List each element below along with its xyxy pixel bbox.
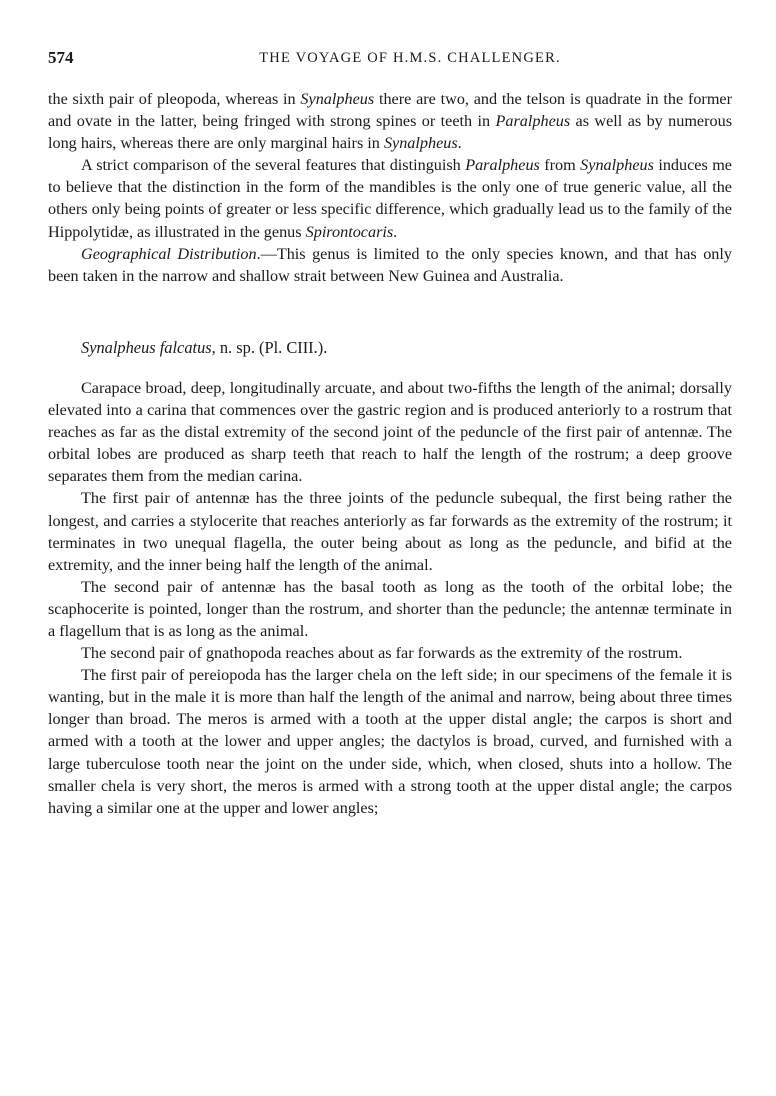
genus-name: Synalpheus [300, 90, 375, 108]
genus-name: Synalpheus [383, 134, 458, 153]
paragraph-pereiopoda: The first pair of pereiopoda has the larger chela on the left side; in our specimens of the female it is wanting, but in the male it is more than half the length of the animal and narrow, being about three times longer than broad. The meros is armed with a tooth at the upper distal angle; the carpos is short and armed with a tooth at the lower and upper angles; the dactylos is broad, curved, and furnished with a large tuberculose tooth near the joint on the under side, which, when closed, shuts into a hollow. The smaller chela is very short, the meros is armed with a strong tooth at the upper distal angle; the carpos having a similar one at the upper and lower angles; [48, 666, 732, 817]
paragraph-second-antennae: The second pair of antennæ has the basal tooth as long as the tooth of the orbital lobe; the scaphocerite is pointed, longer than the rostrum, and shorter than the peduncle; the antennæ terminate in a flagellum that is as long as the animal. [48, 577, 732, 640]
text-run: as well as by numerous long hairs, whereas there are only marginal hairs in [48, 112, 732, 153]
text-run: . [393, 222, 398, 241]
paragraph-gnathopoda: The second pair of gnathopoda reaches about as far forwards as the extremity of the rostrum. [81, 644, 683, 663]
species-heading-suffix: , n. sp. (Pl. CIII.). [211, 337, 328, 357]
text-run: induces me to believe that the distinction in the form of the mandibles is the only one of true generic value, all the others only being points of greater or less specific difference, which gradually lead us to the family of the Hippolytidæ, as illustrated in the genus [48, 156, 732, 241]
text-run: A strict comparison of the several features that distinguish [81, 156, 466, 175]
text-run: .—This genus is limited to the only species known, and that has only been taken in the narrow and shallow strait between New Guinea and Australia. [48, 244, 732, 285]
text-run: from [539, 156, 581, 175]
species-name: Synalpheus falcatus [81, 337, 212, 357]
genus-name: Synalpheus [580, 156, 654, 175]
genus-name: Spirontocaris [305, 222, 394, 241]
page-number: 574 [48, 48, 74, 67]
paragraph-strict-comparison [48, 154, 732, 242]
running-head: THE VOYAGE OF H.M.S. CHALLENGER. [259, 50, 561, 66]
paragraph-first-antennae: The first pair of antennæ has the three joints of the peduncle subequal, the first being rather the longest, and carries a stylocerite that reaches anteriorly as far forwards as the extremity of the rostrum; it terminates in two unequal flagella, the outer being about as long as the peduncle, and bifid at the extremity, and the inner being half the length of the animal. [48, 489, 732, 574]
species-heading [48, 337, 732, 359]
genus-name: Paralpheus [495, 112, 571, 131]
paragraph-genus-comparison [48, 88, 732, 154]
genus-name: Paralpheus [465, 156, 540, 175]
page-body [48, 88, 732, 819]
document-page [0, 46, 776, 1096]
paragraph-carapace: Carapace broad, deep, longitudinally arcuate, and about two-fifths the length of the animal; dorsally elevated into a carina that commences over the gastric region and is produced anteriorly to a rostrum that reaches as far as the distal extremity of the second joint of the peduncle of the first pair of antennæ. The orbital lobes are produced as sharp teeth that reach to half the length of the rostrum; a deep groove separates them from the median carina. [48, 378, 732, 486]
text-run: . [457, 134, 462, 153]
text-run: the sixth pair of pleopoda, whereas in [48, 90, 301, 108]
page-header [48, 46, 732, 70]
text-run: there are two, and the telson is quadrate in the former and ovate in the latter, being fringed with strong spines or teeth in [48, 90, 732, 131]
paragraph-geographical-distribution [48, 243, 732, 287]
run-in-heading: Geographical Distribution [81, 244, 257, 263]
